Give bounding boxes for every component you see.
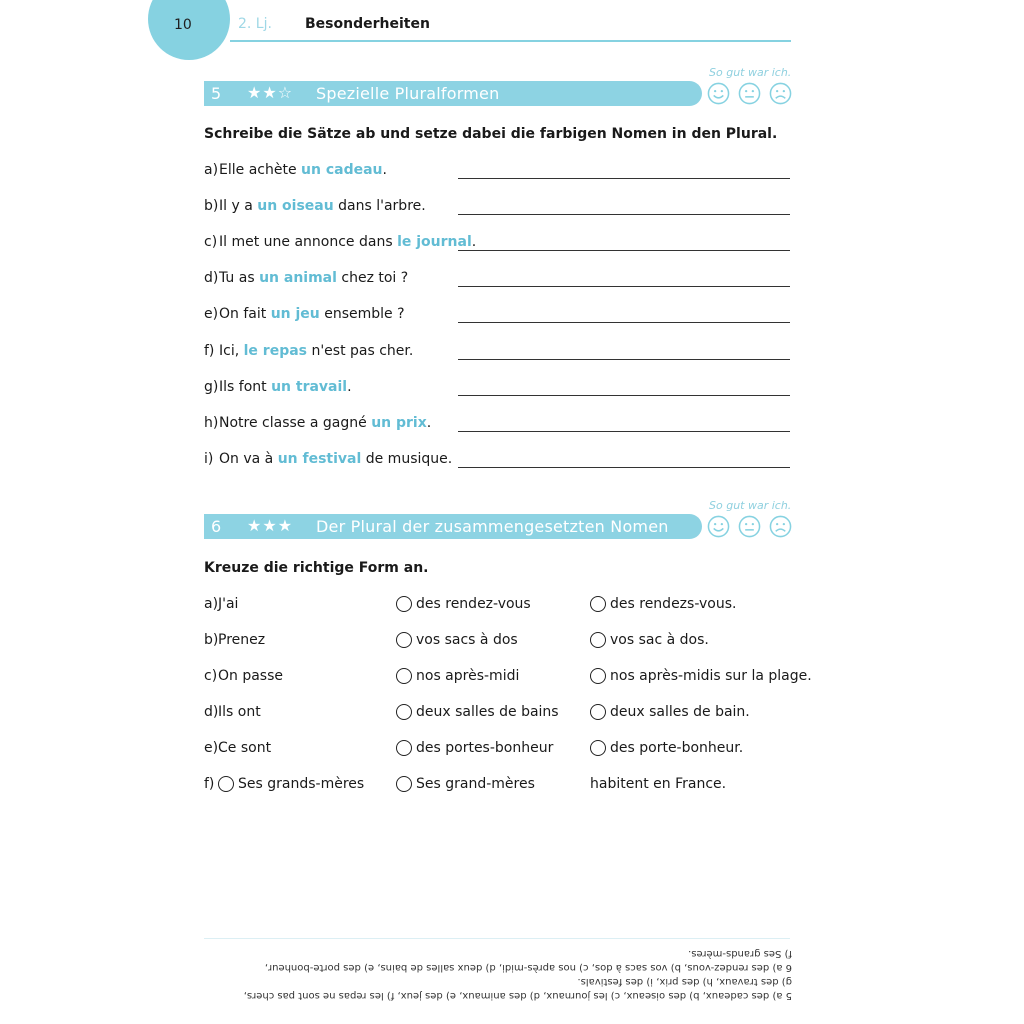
exercise-item — [204, 198, 794, 218]
highlighted-noun: un cadeau — [301, 162, 383, 178]
item-label: a) — [204, 162, 219, 178]
radio-circle-icon[interactable] — [590, 704, 606, 720]
exercise-5-header — [204, 81, 702, 106]
choice-row — [204, 740, 804, 760]
radio-circle-icon[interactable] — [396, 740, 412, 756]
radio-circle-icon[interactable] — [396, 632, 412, 648]
solution-line: f) Ses grands-mères. — [688, 948, 792, 959]
exercise-item — [204, 234, 794, 254]
item-sentence: Tu as un animal chez toi ? — [219, 270, 409, 287]
exercise-number: 5 — [211, 84, 222, 103]
section-title: Besonderheiten — [305, 16, 430, 32]
highlighted-noun: le repas — [243, 342, 307, 359]
sad-face-icon[interactable] — [769, 515, 792, 538]
exercise-item — [204, 343, 794, 363]
item-label: e) — [204, 740, 219, 756]
answer-line[interactable] — [458, 178, 790, 179]
highlighted-noun: un travail — [271, 378, 348, 395]
item-sentence: Il y a un oiseau dans l'arbre. — [219, 198, 426, 215]
difficulty-stars-icon: ★★☆ — [247, 83, 294, 102]
item-label: d) — [204, 270, 219, 287]
sentence-end: habitent en France. — [590, 776, 727, 792]
solution-line: 6 a) des rendez-vous, b) vos sacs à dos, c) nos après-midi, d) deux salles de bains, e) des porte-bonheur, — [264, 962, 792, 973]
item-sentence: On va à un festival de musique. — [219, 450, 453, 467]
exercise-item — [204, 379, 794, 399]
item-label: e) — [204, 306, 219, 323]
answer-line[interactable] — [458, 431, 790, 432]
highlighted-noun: un jeu — [270, 306, 320, 323]
exercise-6-instruction: Kreuze die richtige Form an. — [204, 560, 429, 576]
sentence-start: On passe — [218, 668, 284, 684]
answer-line[interactable] — [458, 359, 790, 360]
self-assessment-smileys — [707, 82, 792, 105]
footer-rule — [204, 938, 790, 939]
choice-row — [204, 704, 804, 724]
upside-down-solutions — [204, 946, 792, 1002]
choice-option-1[interactable]: des portes-bonheur — [396, 740, 553, 756]
exercise-title: Der Plural der zusammengesetzten Nomen — [316, 517, 669, 536]
sentence-start: Prenez — [218, 632, 266, 648]
solution-line: 5 a) des cadeaux, b) des oiseaux, c) les journaux, d) des animaux, e) des jeux, f) les repas ne sont pas chers, — [243, 990, 792, 1001]
item-sentence: Il met une annonce dans le journal. — [219, 234, 477, 251]
exercise-item — [204, 451, 794, 471]
item-label: f) — [204, 342, 215, 359]
choice-option-2[interactable]: des rendezs-vous. — [590, 596, 736, 612]
self-assessment-smileys — [707, 515, 792, 538]
sentence-start: Ce sont — [218, 740, 272, 756]
choice-option-2[interactable]: nos après-midis sur la plage. — [590, 668, 812, 684]
item-label: f) — [204, 776, 215, 792]
exercise-item — [204, 415, 794, 435]
choice-option-1[interactable]: vos sacs à dos — [396, 632, 518, 648]
choice-row — [204, 668, 812, 688]
choice-option-2[interactable]: deux salles de bain. — [590, 704, 750, 720]
item-label: g) — [204, 378, 219, 395]
item-label: h) — [204, 414, 219, 431]
choice-option-1[interactable]: Ses grands-mères — [218, 776, 364, 792]
self-assessment-label: So gut war ich. — [709, 66, 792, 79]
item-sentence: Notre classe a gagné un prix. — [219, 414, 432, 431]
item-label: i) — [204, 450, 214, 467]
sentence-start: Ils ont — [218, 704, 261, 720]
item-sentence: Ici, le repas n'est pas cher. — [219, 342, 414, 359]
choice-option-1[interactable]: des rendez-vous — [396, 596, 531, 612]
sentence-start: J'ai — [218, 596, 239, 612]
item-label: b) — [204, 198, 219, 215]
radio-circle-icon[interactable] — [396, 668, 412, 684]
item-label: c) — [204, 668, 218, 684]
item-sentence: Ils font un travail. — [219, 378, 352, 395]
header-rule — [230, 40, 791, 42]
item-label: a) — [204, 596, 219, 612]
exercise-6-header — [204, 514, 702, 539]
radio-circle-icon[interactable] — [590, 668, 606, 684]
answer-line[interactable] — [458, 467, 790, 468]
choice-option-1[interactable]: deux salles de bains — [396, 704, 559, 720]
self-assessment-label: So gut war ich. — [709, 499, 792, 512]
radio-circle-icon[interactable] — [590, 740, 606, 756]
neutral-face-icon[interactable] — [738, 515, 761, 538]
solution-line: g) des travaux, h) des prix, i) des festivals. — [577, 976, 792, 987]
item-sentence: On fait un jeu ensemble ? — [219, 306, 405, 323]
radio-circle-icon[interactable] — [396, 776, 412, 792]
exercise-5-instruction: Schreibe die Sätze ab und setze dabei die farbigen Nomen in den Plural. — [204, 126, 778, 142]
exercise-number: 6 — [211, 517, 222, 536]
highlighted-noun: un oiseau — [257, 198, 334, 215]
choice-option-1[interactable]: nos après-midi — [396, 668, 519, 684]
radio-circle-icon[interactable] — [590, 596, 606, 612]
highlighted-noun: le journal — [397, 234, 472, 251]
choice-option-2[interactable]: Ses grand-mères — [396, 776, 535, 792]
exercise-title: Spezielle Pluralformen — [316, 84, 500, 103]
happy-face-icon[interactable] — [707, 515, 730, 538]
item-sentence: Elle achète un cadeau. — [219, 162, 387, 178]
choice-row — [204, 596, 804, 616]
difficulty-stars-icon: ★★★ — [247, 516, 294, 535]
item-label: b) — [204, 632, 219, 648]
answer-line[interactable] — [458, 250, 790, 251]
choice-row — [204, 776, 804, 796]
item-label: c) — [204, 234, 218, 251]
radio-circle-icon[interactable] — [218, 776, 234, 792]
radio-circle-icon[interactable] — [396, 596, 412, 612]
answer-line[interactable] — [458, 286, 790, 287]
happy-face-icon[interactable] — [707, 82, 730, 105]
answer-line[interactable] — [458, 214, 790, 215]
choice-row — [204, 632, 804, 652]
highlighted-noun: un animal — [259, 270, 337, 287]
radio-circle-icon[interactable] — [590, 632, 606, 648]
highlighted-noun: un festival — [277, 450, 362, 467]
sad-face-icon[interactable] — [769, 82, 792, 105]
radio-circle-icon[interactable] — [396, 704, 412, 720]
item-label: d) — [204, 704, 219, 720]
exercise-item — [204, 270, 794, 290]
answer-line[interactable] — [458, 395, 790, 396]
exercise-item — [204, 306, 794, 326]
grade-label: 2. Lj. — [238, 16, 272, 32]
answer-line[interactable] — [458, 322, 790, 323]
choice-option-2[interactable]: vos sac à dos. — [590, 632, 709, 648]
neutral-face-icon[interactable] — [738, 82, 761, 105]
exercise-item — [204, 162, 794, 182]
page-number: 10 — [174, 17, 192, 33]
highlighted-noun: un prix — [371, 414, 427, 431]
choice-option-2[interactable]: des porte-bonheur. — [590, 740, 743, 756]
